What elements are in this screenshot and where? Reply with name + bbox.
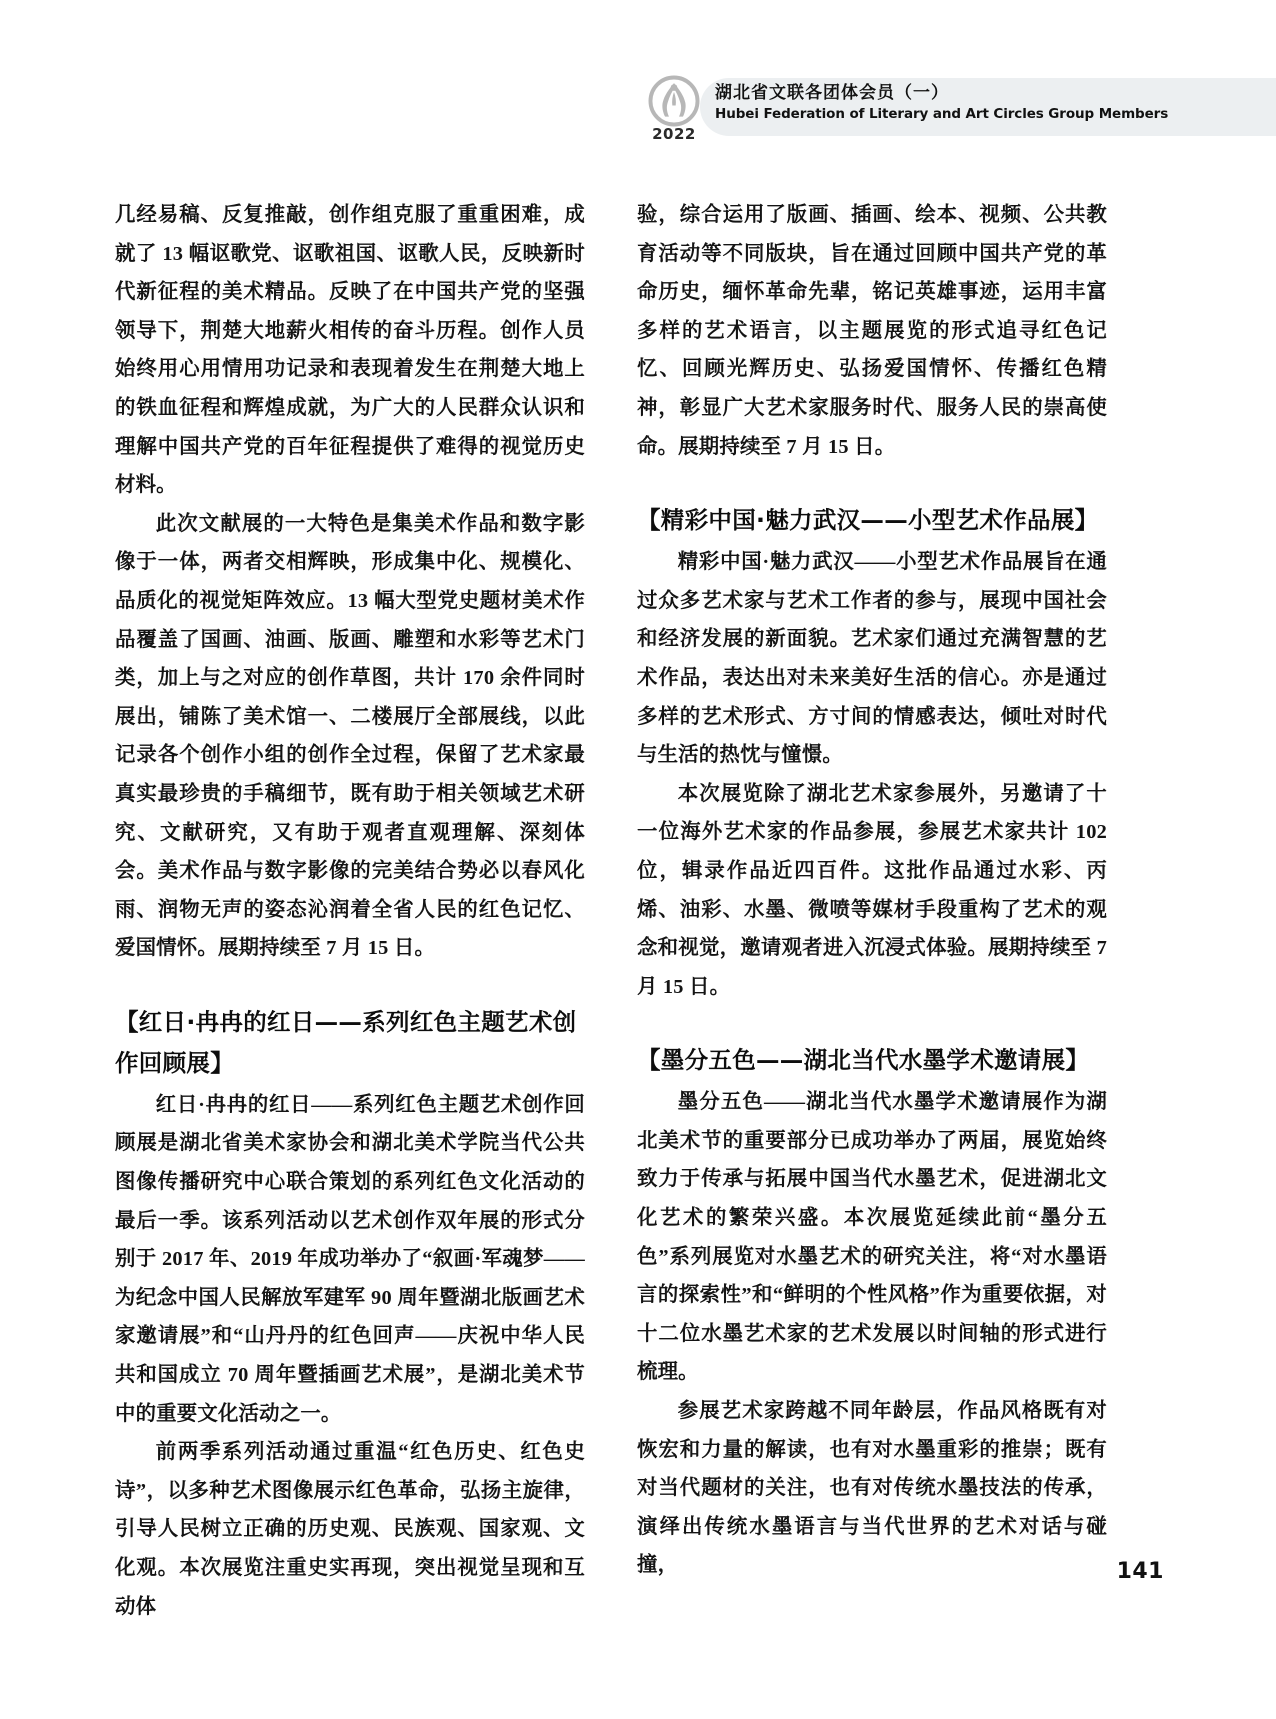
paragraph: 墨分五色——湖北当代水墨学术邀请展作为湖北美术节的重要部分已成功举办了两届，展览始终致力于传承与拓展中国当代水墨艺术，促进湖北文化艺术的繁荣兴盛。本次展览延续此前“墨分五色”系列展览对水墨艺术的研究关注，将“对水墨语言的探索性”和“鲜明的个性风格”作为重要依据，对十二位水墨艺术家的艺术发展以时间轴的形式进行梳理。: [637, 1091, 1107, 1384]
paragraph: 验，综合运用了版画、插画、绘本、视频、公共教育活动等不同版块，旨在通过回顾中国共产党的革命历史，缅怀革命先辈，铭记英雄事迹，运用丰富多样的艺术语言，以主题展览的形式追寻红色记忆、回顾光辉历史、弘扬爱国情怀、传播红色精神，彰显广大艺术家服务时代、服务人民的崇高使命。展期持续至 7 月 15 日。: [637, 204, 1107, 458]
section-spacer: [637, 1006, 1107, 1040]
paragraph: 几经易稿、反复推敲，创作组克服了重重困难，成就了 13 幅讴歌党、讴歌祖国、讴歌人民，反映新时代新征程的美术精品。反映了在中国共产党的坚强领导下，荆楚大地薪火相传的奋斗历程。创作人员始终用心用情用功记录和表现着发生在荆楚大地上的铁血征程和辉煌成就，为广大的人民群众认识和理解中国共产党的百年征程提供了难得的视觉历史材料。: [115, 204, 585, 497]
section-heading: 【红日·冉冉的红日——系列红色主题艺术创作回顾展】: [115, 1007, 577, 1077]
left-column: [115, 196, 585, 1618]
paragraph: 参展艺术家跨越不同年龄层，作品风格既有对恢宏和力量的解读，也有对水墨重彩的推崇；既有对当代题材的关注，也有对传统水墨技法的传承，演绎出传统水墨语言与当代世界的艺术对话与碰撞，: [637, 1400, 1107, 1577]
paragraph: 前两季系列活动通过重温“红色历史、红色史诗”，以多种艺术图像展示红色革命，弘扬主旋律，引导人民树立正确的历史观、民族观、国家观、文化观。本次展览注重史实再现，突出视觉呈现和互动体: [115, 1441, 585, 1618]
section-spacer: [115, 968, 585, 1002]
header-title-cn: 湖北省文联各团体会员（一）: [715, 83, 949, 103]
section-heading: 【精彩中国·魅力武汉——小型艺术作品展】: [637, 506, 1099, 535]
page-header: [0, 70, 1276, 143]
paragraph: 此次文献展的一大特色是集美术作品和数字影像于一体，两者交相辉映，形成集中化、规模化、品质化的视觉矩阵效应。13 幅大型党史题材美术作品覆盖了国画、油画、版画、雕塑和水彩等艺术门类，加上与之对应的创作草图，共计 170 余件同时展出，铺陈了美术馆一、二楼展厅全部展线，以此记录各个创作小组的创作全过程，保留了艺术家最真实最珍贵的手稿细节，既有助于相关领域艺术研究、文献研究，又有助于观者直观理解、深刻体会。美术作品与数字影像的完美结合势必以春风化雨、润物无声的姿态沁润着全省人民的红色记忆、爱国情怀。展期持续至 7 月 15 日。: [115, 512, 585, 960]
header-logo: [635, 73, 713, 147]
right-column: [637, 196, 1107, 1577]
paragraph: 本次展览除了湖北艺术家参展外，另邀请了十一位海外艺术家的作品参展，参展艺术家共计 102 位，辑录作品近四百件。这批作品通过水彩、丙烯、油彩、水墨、微喷等媒材手段重构了艺术的观念和视觉，邀请观者进入沉浸式体验。展期持续至 7 月 15 日。: [637, 782, 1107, 998]
section-heading: 【墨分五色——湖北当代水墨学术邀请展】: [637, 1046, 1090, 1075]
federation-emblem-icon: [646, 73, 702, 129]
page-number: 141: [1116, 1559, 1164, 1584]
header-title-en: Hubei Federation of Literary and Art Circles Group Members: [715, 106, 1169, 123]
section-spacer: [637, 466, 1107, 500]
paragraph: 红日·冉冉的红日——系列红色主题艺术创作回顾展是湖北省美术家协会和湖北美术学院当代公共图像传播研究中心联合策划的系列红色文化活动的最后一季。该系列活动以艺术创作双年展的形式分别于 2017 年、2019 年成功举办了“叙画·军魂梦——为纪念中国人民解放军建军 90 周年暨湖北版画艺术家邀请展”和“山丹丹的红色回声——庆祝中华人民共和国成立 70 周年暨插画艺术展”，是湖北美术节中的重要文化活动之一。: [115, 1093, 585, 1425]
header-logo-year: 2022: [652, 125, 696, 143]
header-text: [715, 82, 1265, 124]
paragraph: 精彩中国·魅力武汉——小型艺术作品展旨在通过众多艺术家与艺术工作者的参与，展现中国社会和经济发展的新面貌。艺术家们通过充满智慧的艺术作品，表达出对未来美好生活的信心。亦是通过多样的艺术形式、方寸间的情感表达，倾吐对时代与生活的热忱与憧憬。: [637, 551, 1107, 767]
